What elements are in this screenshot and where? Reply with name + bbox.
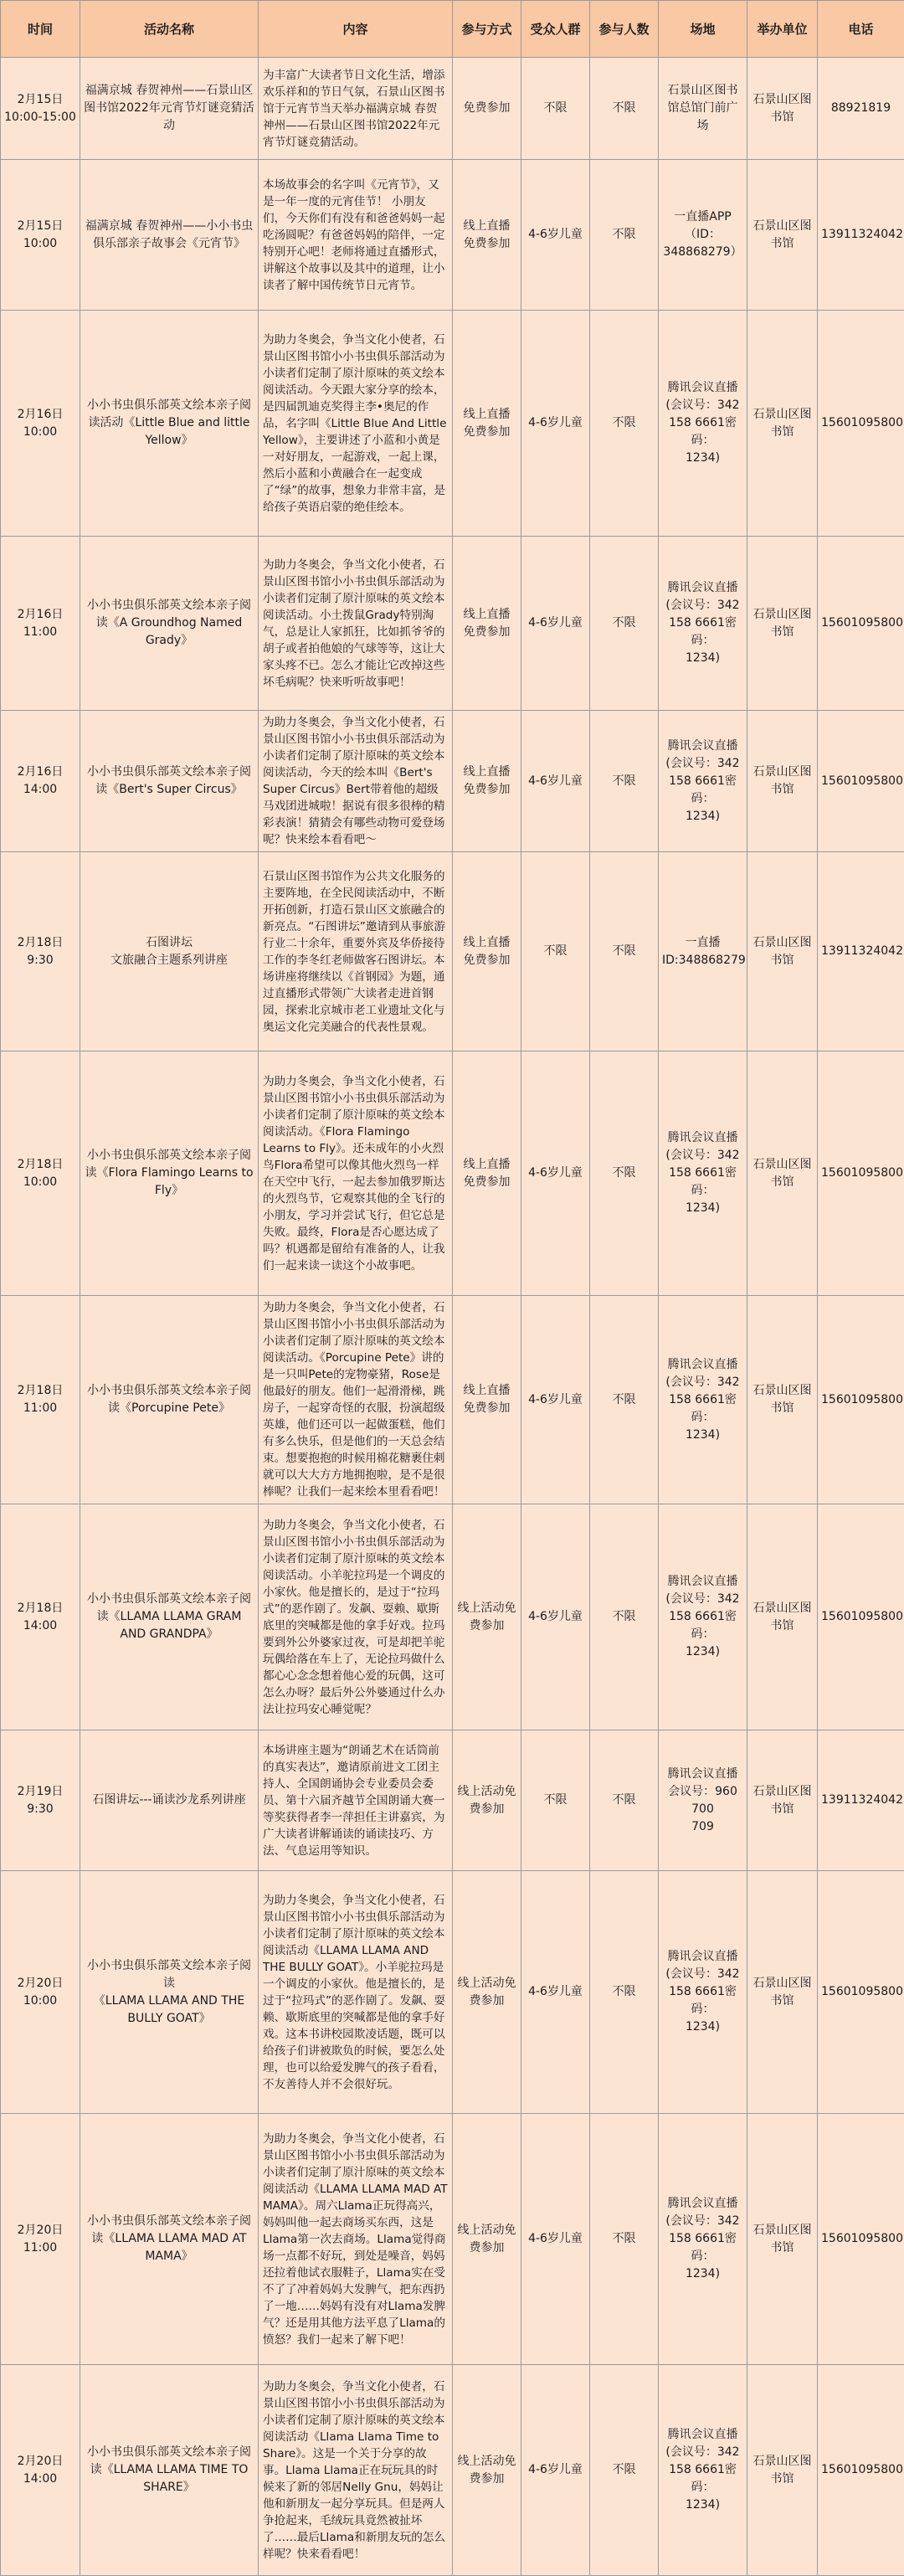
cell-content: 为助力冬奥会，争当文化小使者，石景山区图书馆小小书虫俱乐部活动为小读者们定制了原汁原味的英文绘本阅读活动《Llama Llama Time to Share》。这是一个关于分享的故事。Llama Llama正在玩玩具的时候来了新的邻居Nelly Gnu，妈妈让他和新朋友一起分享玩具。但是两人争抢起来，毛绒玩具竟然被扯坏了……最后Llama和新朋友玩的怎么样呢？快来看看吧！ (259, 2365, 453, 2576)
cell-organizer: 石景山区图书馆 (747, 1730, 818, 1871)
cell-audience: 4-6岁儿童 (521, 160, 590, 311)
cell-name: 小小书虫俱乐部英文绘本亲子阅读《LLAMA LLAMA MAD AT MAMA》 (80, 2114, 259, 2365)
cell-phone: 13911324042 (818, 852, 904, 1051)
cell-organizer: 石景山区图书馆 (747, 537, 818, 711)
cell-count: 不限 (590, 1296, 659, 1504)
cell-content: 本场故事会的名字叫《元宵节》，又是一年一度的元宵佳节！ 小朋友们，今天你们有没有和爸爸妈妈一起吃汤圆呢？有爸爸妈妈的陪伴，一定特别开心吧！老师将通过直播形式，讲解这个故事以及其中的道理，让小读者了解中国传统节日元宵节。 (259, 160, 453, 311)
cell-count: 不限 (590, 311, 659, 537)
cell-organizer: 石景山区图书馆 (747, 1051, 818, 1296)
cell-time: 2月18日 11:00 (1, 1296, 80, 1504)
cell-count: 不限 (590, 2114, 659, 2365)
cell-method: 线上活动免费参加 (453, 1504, 521, 1730)
cell-time: 2月18日 9:30 (1, 852, 80, 1051)
cell-venue: 腾讯会议直播 (会议号：342 158 6661密码： 1234) (659, 1504, 747, 1730)
cell-content: 为助力冬奥会，争当文化小使者，石景山区图书馆小小书虫俱乐部活动为小读者们定制了原汁原味的英文绘本阅读活动《LLAMA LLAMA AND THE BULLY GOAT》。小羊驼拉玛是一个调皮的小家伙。他是擅长的，是过于“拉玛式”的恶作剧了。发飙、耍赖、歇斯底里的突喊都是他的拿手好戏。这本书讲校园欺凌话题，既可以给孩子们讲被欺负的时候，要怎么处理，也可以给爱发脾气的孩子看看，不友善待人并不会很好玩。 (259, 1871, 453, 2114)
cell-content: 为助力冬奥会，争当文化小使者，石景山区图书馆小小书虫俱乐部活动为小读者们定制了原汁原味的英文绘本阅读活动。小羊驼拉玛是一个调皮的小家伙。他是擅长的，是过于“拉玛式”的恶作剧了。发飙、耍赖、歇斯底里的突喊都是他的拿手好戏。拉玛要到外公外婆家过夜，可是却把羊驼玩偶给落在车上了，无论拉玛做什么都心心念念想着他心爱的玩偶，这可怎么办呀？最后外公外婆通过什么办法让拉玛安心睡觉呢？ (259, 1504, 453, 1730)
cell-count: 不限 (590, 160, 659, 311)
table-row (1, 1504, 904, 1730)
cell-content: 为助力冬奥会，争当文化小使者，石景山区图书馆小小书虫俱乐部活动为小读者们定制了原汁原味的英文绘本阅读活动，今天的绘本叫《Bert's Super Circus》Bert带着他的超级马戏团进城啦！据说有很多很棒的精彩表演！猜猜会有哪些动物可爱登场呢？快来绘本看看吧～ (259, 711, 453, 852)
cell-phone: 15601095800 (818, 2114, 904, 2365)
cell-venue: 腾讯会议直播 (会议号：342 158 6661密码： 1234) (659, 2365, 747, 2576)
cell-method: 线上直播 免费参加 (453, 537, 521, 711)
header-count: 参与人数 (590, 1, 659, 58)
cell-time: 2月20日 10:00 (1, 1871, 80, 2114)
cell-name: 小小书虫俱乐部英文绘本亲子阅读《LLAMA LLAMA GRAM AND GRANDPA》 (80, 1504, 259, 1730)
cell-content: 为助力冬奥会，争当文化小使者，石景山区图书馆小小书虫俱乐部活动为小读者们定制了原汁原味的英文绘本阅读活动。《Porcupine Pete》讲的是一只叫Pete的宠物豪猪，Rose是他最好的朋友。他们一起滑滑梯，跳房子，一起穿奇怪的衣服，扮演超级英雄，他们还可以一起做蛋糕，他们有多么快乐，但是他们的一天总会结束。想要抱抱的时候用棉花糖裹住刺就可以大大方方地拥抱啦，是不是很棒呢？让我们一起来绘本里看看吧！ (259, 1296, 453, 1504)
cell-count: 不限 (590, 537, 659, 711)
table-row (1, 537, 904, 711)
cell-content: 石景山区图书馆作为公共文化服务的主要阵地，在全民阅读活动中，不断开拓创新，打造石景山区文旅融合的新亮点。“石图讲坛”邀请到从事旅游行业二十余年，重要外宾及华侨接待工作的李冬红老师做客石图讲坛。本场讲座将继续以《首钢园》为题，通过直播形式带领广大读者走进首钢园，探索北京城市老工业遗址文化与奥运文化完美融合的代表性景观。 (259, 852, 453, 1051)
cell-audience: 4-6岁儿童 (521, 1051, 590, 1296)
cell-count: 不限 (590, 1504, 659, 1730)
table-row (1, 1871, 904, 2114)
table-row (1, 1051, 904, 1296)
cell-organizer: 石景山区图书馆 (747, 58, 818, 160)
cell-audience: 不限 (521, 58, 590, 160)
cell-method: 线上直播 免费参加 (453, 852, 521, 1051)
cell-organizer: 石景山区图书馆 (747, 2114, 818, 2365)
header-phone: 电话 (818, 1, 904, 58)
cell-name: 小小书虫俱乐部英文绘本亲子阅读《A Groundhog Named Grady》 (80, 537, 259, 711)
cell-venue: 腾讯会议直播 (会议号：342 158 6661密码： 1234) (659, 311, 747, 537)
cell-name: 小小书虫俱乐部英文绘本亲子阅读活动《Little Blue and little Yellow》 (80, 311, 259, 537)
cell-audience: 4-6岁儿童 (521, 1871, 590, 2114)
cell-audience: 4-6岁儿童 (521, 537, 590, 711)
cell-audience: 4-6岁儿童 (521, 2365, 590, 2576)
cell-organizer: 石景山区图书馆 (747, 1504, 818, 1730)
cell-method: 线上直播 免费参加 (453, 311, 521, 537)
cell-count: 不限 (590, 852, 659, 1051)
cell-count: 不限 (590, 2365, 659, 2576)
cell-organizer: 石景山区图书馆 (747, 160, 818, 311)
cell-time: 2月19日 9:30 (1, 1730, 80, 1871)
cell-phone: 15601095800 (818, 311, 904, 537)
cell-time: 2月16日 14:00 (1, 711, 80, 852)
cell-method: 线上活动免费参加 (453, 1871, 521, 2114)
table-row (1, 852, 904, 1051)
cell-method: 线上直播 免费参加 (453, 1051, 521, 1296)
table-row (1, 1730, 904, 1871)
table-header-row (1, 1, 904, 58)
table-row (1, 711, 904, 852)
cell-name: 小小书虫俱乐部英文绘本亲子阅读《Flora Flamingo Learns to Fly》 (80, 1051, 259, 1296)
cell-method: 线上直播 免费参加 (453, 160, 521, 311)
cell-audience: 4-6岁儿童 (521, 711, 590, 852)
cell-content: 为助力冬奥会，争当文化小使者，石景山区图书馆小小书虫俱乐部活动为小读者们定制了原汁原味的英文绘本阅读活动。今天跟大家分享的绘本，是四届凯迪克奖得主李•奥尼的作品，名字叫《Little Blue And Little Yellow》，主要讲述了小蓝和小黄是一对好朋友，一起游戏，一起上课，然后小蓝和小黄融合在一起变成了“绿”的故事，想象力非常丰富，是给孩子英语启蒙的绝佳绘本。 (259, 311, 453, 537)
cell-method: 线上活动免费参加 (453, 2365, 521, 2576)
cell-phone: 15601095800 (818, 1504, 904, 1730)
cell-content: 为助力冬奥会，争当文化小使者，石景山区图书馆小小书虫俱乐部活动为小读者们定制了原汁原味的英文绘本阅读活动。小土拨鼠Grady特别淘气，总是让人家抓狂，比如抓爷爷的胡子或者拍他娘的气球等等，这让大家头疼不已。怎么才能让它改掉这些坏毛病呢？快来听听故事吧！ (259, 537, 453, 711)
cell-time: 2月16日 10:00 (1, 311, 80, 537)
cell-phone: 88921819 (818, 58, 904, 160)
table-body (1, 58, 904, 2576)
header-name: 活动名称 (80, 1, 259, 58)
cell-method: 线上直播 免费参加 (453, 1296, 521, 1504)
cell-name: 石图讲坛 文旅融合主题系列讲座 (80, 852, 259, 1051)
cell-organizer: 石景山区图书馆 (747, 852, 818, 1051)
header-venue: 场地 (659, 1, 747, 58)
cell-count: 不限 (590, 1730, 659, 1871)
cell-time: 2月20日 11:00 (1, 2114, 80, 2365)
cell-count: 不限 (590, 711, 659, 852)
cell-venue: 腾讯会议直播 (会议号：342 158 6661密码： 1234) (659, 1051, 747, 1296)
table-row (1, 2114, 904, 2365)
cell-venue: 腾讯会议直播 (会议号：342 158 6661密码： 1234) (659, 2114, 747, 2365)
cell-venue: 腾讯会议直播 (会议号：342 158 6661密码： 1234) (659, 711, 747, 852)
cell-audience: 4-6岁儿童 (521, 1296, 590, 1504)
cell-phone: 15601095800 (818, 537, 904, 711)
cell-time: 2月20日 14:00 (1, 2365, 80, 2576)
cell-venue: 一直播 ID:348868279 (659, 852, 747, 1051)
cell-name: 小小书虫俱乐部英文绘本亲子阅读《Bert's Super Circus》 (80, 711, 259, 852)
cell-count: 不限 (590, 58, 659, 160)
cell-name: 小小书虫俱乐部英文绘本亲子阅读 《LLAMA LLAMA AND THE BULLY GOAT》 (80, 1871, 259, 2114)
cell-name: 福满京城 春贺神州——石景山区图书馆2022年元宵节灯谜竞猜活动 (80, 58, 259, 160)
cell-venue: 石景山区图书馆总馆门前广场 (659, 58, 747, 160)
table-row (1, 2365, 904, 2576)
cell-audience: 不限 (521, 1730, 590, 1871)
cell-organizer: 石景山区图书馆 (747, 1296, 818, 1504)
cell-time: 2月15日 10:00 (1, 160, 80, 311)
cell-method: 线上活动免费参加 (453, 2114, 521, 2365)
cell-name: 福满京城 春贺神州——小小书虫俱乐部亲子故事会《元宵节》 (80, 160, 259, 311)
cell-method: 线上直播 免费参加 (453, 711, 521, 852)
header-audience: 受众人群 (521, 1, 590, 58)
cell-phone: 15601095800 (818, 1871, 904, 2114)
cell-time: 2月15日 10:00-15:00 (1, 58, 80, 160)
cell-audience: 4-6岁儿童 (521, 2114, 590, 2365)
cell-name: 小小书虫俱乐部英文绘本亲子阅读《LLAMA LLAMA TIME TO SHARE》 (80, 2365, 259, 2576)
cell-content: 本场讲座主题为“朗诵艺术在话筒前的真实表达”，邀请原前进文工团主持人、全国朗诵协会专业委员会委员、第十六届齐越节全国朗诵大赛一等奖获得者李一萍担任主讲嘉宾，为广大读者讲解诵读的诵读技巧、方法、气息运用等知识。 (259, 1730, 453, 1871)
cell-name: 小小书虫俱乐部英文绘本亲子阅读《Porcupine Pete》 (80, 1296, 259, 1504)
cell-phone: 15601095800 (818, 1296, 904, 1504)
table-row (1, 160, 904, 311)
cell-audience: 不限 (521, 852, 590, 1051)
header-method: 参与方式 (453, 1, 521, 58)
header-organizer: 举办单位 (747, 1, 818, 58)
table-row (1, 58, 904, 160)
header-content: 内容 (259, 1, 453, 58)
cell-venue: 腾讯会议直播 (会议号：342 158 6661密码： 1234) (659, 1871, 747, 2114)
cell-audience: 4-6岁儿童 (521, 311, 590, 537)
cell-phone: 15601095800 (818, 1051, 904, 1296)
table-row (1, 1296, 904, 1504)
cell-phone: 13911324042 (818, 160, 904, 311)
cell-content: 为丰富广大读者节日文化生活，增添欢乐祥和的节日气氛，石景山区图书馆于元宵节当天举办福满京城 春贺神州——石景山区图书馆2022年元宵节灯谜竞猜活动。 (259, 58, 453, 160)
cell-organizer: 石景山区图书馆 (747, 2365, 818, 2576)
cell-phone: 15601095800 (818, 2365, 904, 2576)
cell-phone: 15601095800 (818, 711, 904, 852)
cell-venue: 腾讯会议直播 (会议号：342 158 6661密码： 1234) (659, 1296, 747, 1504)
cell-time: 2月16日 11:00 (1, 537, 80, 711)
cell-method: 线上活动免费参加 (453, 1730, 521, 1871)
cell-venue: 腾讯会议直播 (会议号：342 158 6661密码： 1234) (659, 537, 747, 711)
table-row (1, 311, 904, 537)
cell-organizer: 石景山区图书馆 (747, 311, 818, 537)
cell-content: 为助力冬奥会，争当文化小使者，石景山区图书馆小小书虫俱乐部活动为小读者们定制了原汁原味的英文绘本阅读活动《LLAMA LLAMA MAD AT MAMA》。周六Llama正玩得高兴，妈妈叫他一起去商场买东西，这是Llama第一次去商场。Llama觉得商场一点都不好玩，到处是噪音，妈妈还拉着他试衣服鞋子，Llama实在受不了了冲着妈妈大发脾气，把东西扔了一地……妈妈有没有对Llama发脾气？还是用其他方法平息了Llama的愤怒？我们一起来了解下吧！ (259, 2114, 453, 2365)
cell-name: 石图讲坛---诵读沙龙系列讲座 (80, 1730, 259, 1871)
cell-time: 2月18日 10:00 (1, 1051, 80, 1296)
cell-venue: 腾讯会议直播 会议号：960 700 709 (659, 1730, 747, 1871)
cell-audience: 4-6岁儿童 (521, 1504, 590, 1730)
cell-venue: 一直播APP （ID： 348868279） (659, 160, 747, 311)
header-time: 时间 (1, 1, 80, 58)
cell-phone: 13911324042 (818, 1730, 904, 1871)
cell-count: 不限 (590, 1871, 659, 2114)
cell-method: 免费参加 (453, 58, 521, 160)
cell-organizer: 石景山区图书馆 (747, 711, 818, 852)
cell-count: 不限 (590, 1051, 659, 1296)
cell-time: 2月18日 14:00 (1, 1504, 80, 1730)
cell-content: 为助力冬奥会，争当文化小使者，石景山区图书馆小小书虫俱乐部活动为小读者们定制了原汁原味的英文绘本阅读活动。《Flora Flamingo Learns to Fly》。还未成年的小火烈鸟Flora希望可以像其他火烈鸟一样在天空中飞行，一起去参加俄罗斯达的火烈鸟节，它观察其他的全飞行的小朋友，学习并尝试飞行，但它总是失败。最终，Flora是否心愿达成了吗？机遇都是留给有准备的人，让我们一起来读一读这个小故事吧。 (259, 1051, 453, 1296)
cell-organizer: 石景山区图书馆 (747, 1871, 818, 2114)
